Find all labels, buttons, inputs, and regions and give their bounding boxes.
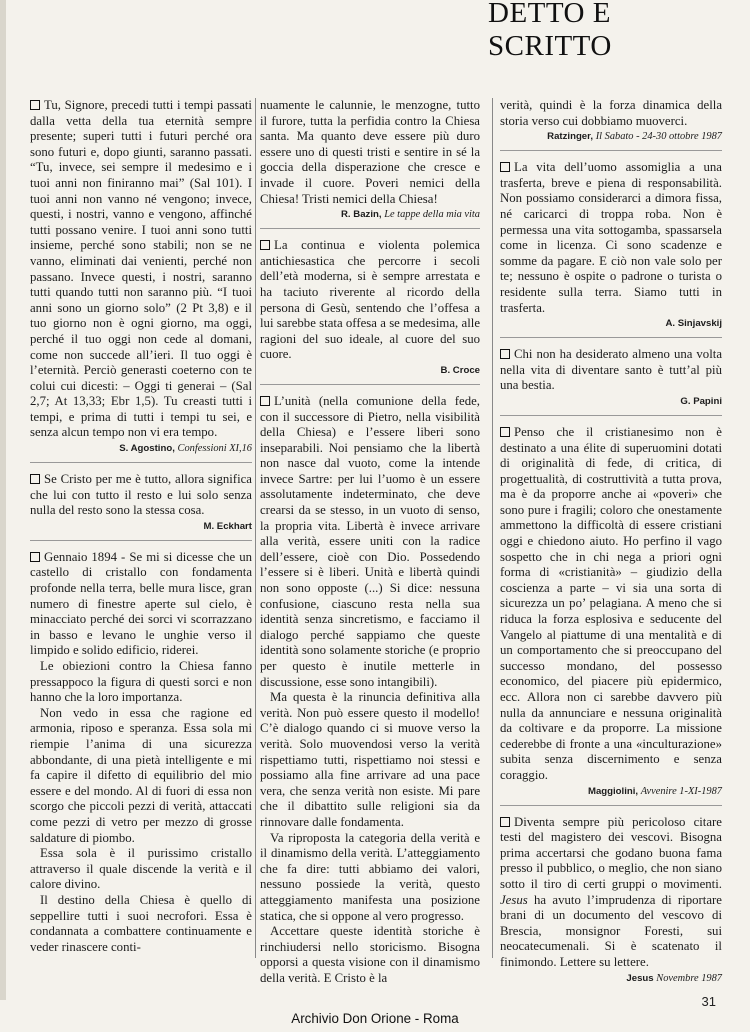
quote-agostino: Tu, Signore, precedi tutti i tempi passati dalla vetta della tua eternità sempre presente; superi tutti i futuri perché ora sono futuri e, dopo giunti, saranno passati. “Tu, invece, sei sempre il medesimo e i tuoi anni non finiranno mai” (Sal 101). I tuoi anni non vanno né vengono; invece, questi, i nostri, vanno e vengono, affinché tutti possano venire. I tuoi anni sono tutti insieme, perché sono stabili; non se ne vanno, eliminati dai venienti, perché non passano. Invece questi, i nostri, saranno tutti quando tutti non saranno più. “I tuoi anni sono un giorno solo” (2 Pt 3,8) e il tuo giorno non è ogni giorno, ma oggi, perché il tuo oggi non cede al domani, come non succede all’ieri. Il tuo oggi è l’eternità. Perciò generasti coeterno con te colui cui dicesti: – Oggi ti generai – (Sal 2,7; At 13,33; Ebr 1,5). Tu creasti tutti i tempi, e prima di tutti i tempi tu sei, e senza alcun tempo non vi era tempo. [30, 98, 252, 440]
quote-bazin-p1: Gennaio 1894 - Se mi si dicesse che un castello di cristallo con fondamenta profonde nella terra, belle mura lisce, gran numero di finestre aperte sul cielo, è minacciato perché dei sorci vi scorrazzano in basso e levano le unghie verso il limpido e solido edificio, riderei. [30, 549, 252, 658]
quote-ratzinger-p2: Ma questa è la rinuncia definitiva alla verità. Non può essere questo il modello! C’è dialogo quando ci si muove verso la verità. Solo muovendosi verso la verità rispettiamo tutti, rispettiamo noi stessi e possiamo alla fine arrivare ad una pace vera, che senza verità non esiste. Mi pare che il dibattito sulle religioni sia da rinnovare dalle fondamenta. [260, 690, 480, 829]
article-columns [30, 98, 722, 985]
column-3 [500, 98, 722, 985]
quote-eckhart: Se Cristo per me è tutto, allora significa che lui con tutto il resto e lui solo senza nulla del resto sono la stessa cosa. [30, 472, 252, 518]
entry-divider [30, 540, 252, 541]
source-sinjavskij: A. Sinjavskij [665, 318, 722, 330]
entry-divider [500, 415, 722, 416]
checkbox-icon [500, 817, 510, 827]
column-1 [30, 98, 252, 955]
quote-ratzinger-p4: Accettare queste identità storiche è rinchiudersi nello storicismo. Bisogna opporsi a questa visione con il dinamismo della verità. E Cristo è la [260, 924, 480, 985]
checkbox-icon [260, 396, 270, 406]
source-bazin: R. Bazin, Le tappe della mia vita [341, 209, 480, 221]
entry-divider [30, 462, 252, 463]
section-title: DETTO E SCRITTO [480, 0, 726, 63]
column-2 [260, 98, 480, 986]
source-eckhart: M. Eckhart [203, 520, 252, 532]
quote-bazin-p2: Le obiezioni contro la Chiesa fanno pressappoco la figura di questi sorci e non hanno che la loro importanza. [30, 659, 252, 705]
quote-ratzinger-continued: verità, quindi è la forza dinamica della storia verso cui dobbiamo muoverci. [500, 98, 722, 128]
quote-maggiolini: Penso che il cristianesimo non è destinato a una élite di superuomini dotati di originalità di fede, di critica, di progettualità, di costruttività a tutta prova, ma è da proporre anche ai «poveri» che sono pure i fragili; coloro che onestamente ammettono la difficoltà di essere cristiani oggi e chiedono aiuto. Ho perfino il vago sospetto che in chi nega a priori ogni forma di «cristianità» – giudizio della coscienza a parte – vi sia una sorta di sicurezza un po’ pelagiana. A meno che si riduca la forza esplosiva e seducente del Vangelo al piattume di una mentalità e di un comportamento che si preoccupano del successo mondano, del possesso economico, del piacere più epidermico, ecc. Allora non ci sarebbe davvero più nulla da annunciare e nessuna originalità da coltivare e da proporre. La missione cederebbe di fronte a una «inculturazione» subita senza discernimento e senza coraggio. [500, 424, 722, 782]
source-ratzinger: Ratzinger, Il Sabato - 24-30 ottobre 1987 [547, 131, 722, 143]
quote-bazin-p5: Il destino della Chiesa è quello di seppellire tutti i suoi necrofori. Essa è condannata a combattere continuamente e veder rinascere conti- [30, 892, 252, 954]
checkbox-icon [500, 349, 510, 359]
checkbox-icon [260, 240, 270, 250]
quote-jesus: Diventa sempre più pericoloso citare testi del magistero dei vescovi. Bisogna prima accertarsi che godano buona fama presso il pubblico, o meglio, che non siano sotto il tiro di certi gruppi o movimenti. Jesus ha avuto l’imprudenza di riportare brani di un documento del vescovo di Brescia, monsignor Foresti, sui neocatecumenali. Si è scatenato il finimondo. Lettere su lettere. [500, 814, 722, 969]
entry-divider [260, 384, 480, 385]
checkbox-icon [500, 427, 510, 437]
source-papini: G. Papini [680, 395, 722, 407]
quote-croce: La continua e violenta polemica antichiesastica che percorre i secoli dell’età moderna, si è sempre arrestata e ha taciuto riverente al ricordo della persona di Gesù, sentendo che l’offesa a lui sarebbe stata offesa a se medesima, alle ragioni del suo ideale, al cuore del suo cuore. [260, 238, 480, 362]
checkbox-icon [30, 474, 40, 484]
entry-divider [500, 805, 722, 806]
checkbox-icon [30, 552, 40, 562]
page-number: 31 [701, 994, 716, 1009]
quote-bazin-p4: Essa sola è il purissimo cristallo attraverso il quale discende la verità e il calore divino. [30, 846, 252, 892]
source-maggiolini: Maggiolini, Avvenire 1-XI-1987 [587, 785, 722, 797]
entry-divider [260, 228, 480, 229]
quote-papini: Chi non ha desiderato almeno una volta nella vita di diventare santo è tutt’al più una bestia. [500, 347, 722, 393]
archive-credit: Archivio Don Orione - Roma [291, 1011, 459, 1026]
quote-bazin-continued: nuamente le calunnie, le menzogne, tutto il furore, tutta la perfidia contro la Chiesa santa. Ma quanto deve essere più duro essere uno di questi tristi e sentire in sé la goccia della disperazione che cresce e invade il cuore. Poveri nemici della Chiesa! Tristi nemici della Chiesa! [260, 98, 480, 206]
page-edge [0, 0, 6, 1000]
quote-ratzinger-p3: Va riproposta la categoria della verità e il dinamismo della verità. L’atteggiamento che fa dire: tutti abbiamo dei valori, nessuno possiede la verità, questo atteggiamento manifesta una posizione statica, che si oppone al vero progresso. [260, 830, 480, 923]
column-divider [492, 98, 493, 958]
quote-bazin-p3: Non vedo in essa che ragione ed armonia, riposo e speranza. Essa sola mi riempie l’anima di una sicurezza abbondante, di una pietà intelligente e mi fa capire il difetto di equilibrio del mio essere e del mondo. Al di fuori di essa non scorgo che piccoli pezzi di verità, attaccati come pezzi di vetro per mezzo di grosse saldature di piombo. [30, 705, 252, 845]
checkbox-icon [500, 162, 510, 172]
source-jesus: Jesus Novembre 1987 [626, 972, 722, 984]
checkbox-icon [30, 100, 40, 110]
entry-divider [500, 337, 722, 338]
quote-sinjavskij: La vita dell’uomo assomiglia a una trasferta, breve e piena di responsabilità. Non possiamo considerarci a dimora fissa, né caricarci di troppa roba. Non è permessa una vita sottogamba, spassarsela come in licenza. Ci sono scadenze e somme da pagare. E ciò non vale solo per te; nessuno è ospite o padrone o turista o residente sulla terra. Siamo tutti in trasferta. [500, 160, 722, 315]
entry-divider [500, 150, 722, 151]
section-header [480, 0, 726, 62]
source-agostino: S. Agostino, Confessioni XI,16 [119, 443, 252, 455]
source-croce: B. Croce [440, 364, 480, 376]
quote-ratzinger-p1: L’unità (nella comunione della fede, con il successore di Pietro, nella visibilità della Chiesa) e l’essere liberi sono inseparabili. Noi pensiamo che la libertà non nasce dal vuoto, come la intende invece Sartre: per lui l’uomo è un essere assolutamente indeterminato, che deve crearsi da se stesso, in un vuoto di senso, la propria vita. Libertà è invece arrivare alla verità, essere uniti con la radice dell’essere, cioè con Dio. Possedendo l’essere si è liberi. Unità e libertà quindi non sono opposte (...) Si dice: nessuna confusione, ciascuno resta nella sua identità senza sincretismo, e facciamo il dialogo perché sappiamo che queste identità sono solamente storiche (e proprio per questo è inutile metterle in discussione, esse sono intangibili). [260, 393, 480, 689]
column-divider [255, 98, 256, 958]
